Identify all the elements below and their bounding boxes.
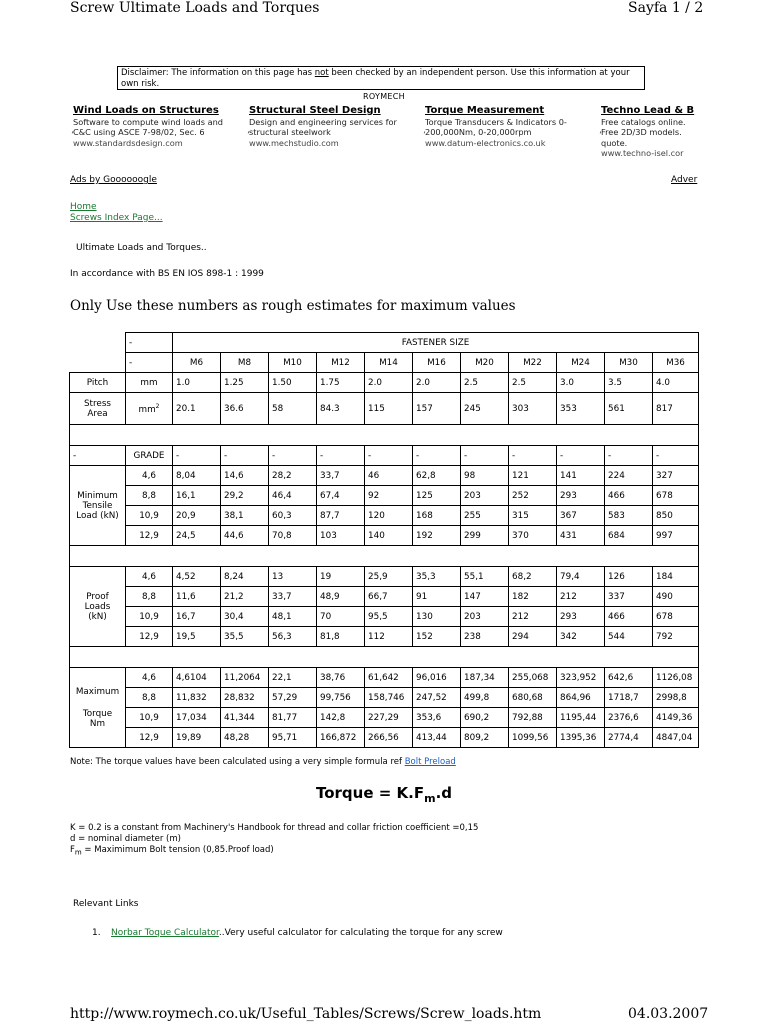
table-cell: 1.50 [269, 373, 317, 393]
table-cell: 192 [413, 526, 461, 546]
table-cell: 684 [605, 526, 653, 546]
table-row [70, 647, 699, 668]
table-cell: - [605, 446, 653, 466]
definition-k: K = 0.2 is a constant from Machinery's Handbook for thread and collar friction coefficient =0,15 [70, 823, 479, 833]
table-cell: 103 [317, 526, 365, 546]
ad-structural-steel[interactable] [249, 106, 419, 148]
table-cell: 140 [365, 526, 413, 546]
row-header [70, 668, 126, 748]
table-cell: 19,5 [173, 627, 221, 647]
table-cell: 327 [653, 466, 699, 486]
table-cell: 1126,08 [653, 668, 699, 688]
table-cell: 13 [269, 567, 317, 587]
table-cell: - [269, 446, 317, 466]
table-cell: 544 [605, 627, 653, 647]
table-cell: 809,2 [461, 728, 509, 748]
grade-cell: 10,9 [126, 708, 173, 728]
ad-url[interactable]: www.mechstudio.com [249, 137, 339, 148]
table-cell: 792,88 [509, 708, 557, 728]
table-cell: 84.3 [317, 393, 365, 425]
table-cell: 99,756 [317, 688, 365, 708]
table-cell: 147 [461, 587, 509, 607]
advertise-link[interactable]: Adver [671, 175, 698, 185]
table-cell: 850 [653, 506, 699, 526]
table-cell: 323,952 [557, 668, 605, 688]
list-item [111, 928, 503, 938]
table-cell: 21,2 [221, 587, 269, 607]
table-cell: 30,4 [221, 607, 269, 627]
relevant-links-heading: Relevant Links [73, 899, 139, 909]
tensile-label: Minimum Tensile Load (kN) [76, 490, 119, 521]
table-cell: 61,642 [365, 668, 413, 688]
ad-title[interactable]: Torque Measurement [425, 105, 545, 116]
print-header-page: Sayfa 1 / 2 [628, 0, 704, 16]
grade-cell: 4,6 [126, 668, 173, 688]
table-cell: 11,832 [173, 688, 221, 708]
grade-cell: 4,6 [126, 567, 173, 587]
table-cell: 1.0 [173, 373, 221, 393]
ad-arrow-icon: ’ [599, 131, 602, 141]
table-cell: 17,034 [173, 708, 221, 728]
ad-description: Torque Transducers & Indicators 0-200,000Nm, 0-20,000rpm [425, 116, 567, 137]
table-cell: 19 [317, 567, 365, 587]
table-cell: 35,3 [413, 567, 461, 587]
torque-label-1: Maximum [75, 686, 120, 697]
table-cell: 81,77 [269, 708, 317, 728]
table-cell: 2.5 [509, 373, 557, 393]
table-cell: 212 [557, 587, 605, 607]
table-cell: 184 [653, 567, 699, 587]
table-cell: 58 [269, 393, 317, 425]
row-header: Pitch [70, 373, 126, 393]
table-cell: 168 [413, 506, 461, 526]
table-cell: 3.0 [557, 373, 605, 393]
note-text: Note: The torque values have been calculated using a very simple formula ref [70, 757, 405, 767]
table-cell: 22,1 [269, 668, 317, 688]
table-cell: 997 [653, 526, 699, 546]
table-cell: 130 [413, 607, 461, 627]
table-cell: - [173, 446, 221, 466]
table-cell: 92 [365, 486, 413, 506]
formula-subscript: m [424, 792, 436, 805]
torque-label-3: Nm [89, 718, 106, 729]
table-cell: 2.0 [365, 373, 413, 393]
table-cell: 490 [653, 587, 699, 607]
ad-arrow-icon: ’ [71, 131, 74, 141]
table-cell: 14,6 [221, 466, 269, 486]
table-cell: 353 [557, 393, 605, 425]
table-cell: 152 [413, 627, 461, 647]
table-cell: 303 [509, 393, 557, 425]
table-cell: 1.75 [317, 373, 365, 393]
disclaimer-text-2: been checked by an independent person. Use this information at your own risk. [121, 68, 630, 89]
table-body [70, 333, 699, 748]
table-cell: 224 [605, 466, 653, 486]
size-header-cell: M24 [557, 353, 605, 373]
size-header-cell: M20 [461, 353, 509, 373]
table-cell: 38,1 [221, 506, 269, 526]
table-row [70, 607, 699, 627]
size-header-cell: M12 [317, 353, 365, 373]
ad-wind-loads[interactable] [73, 106, 243, 148]
print-header-title: Screw Ultimate Loads and Torques [70, 0, 320, 16]
table-cell: 120 [365, 506, 413, 526]
table-cell: 187,34 [461, 668, 509, 688]
table-cell: 38,76 [317, 668, 365, 688]
table-row [70, 506, 699, 526]
size-header-cell: M10 [269, 353, 317, 373]
bolt-preload-link[interactable]: Bolt Preload [404, 757, 456, 767]
table-cell: 115 [365, 393, 413, 425]
table-cell: 28,2 [269, 466, 317, 486]
table-cell: 792 [653, 627, 699, 647]
table-cell: 4149,36 [653, 708, 699, 728]
table-cell: 48,1 [269, 607, 317, 627]
table-cell: 255,068 [509, 668, 557, 688]
fastener-table [69, 332, 699, 748]
table-cell: 19,89 [173, 728, 221, 748]
table-cell: 95,71 [269, 728, 317, 748]
table-cell: 817 [653, 393, 699, 425]
torque-formula [0, 784, 768, 805]
table-cell: 247,52 [413, 688, 461, 708]
table-cell: 4.0 [653, 373, 699, 393]
table-cell: 67,4 [317, 486, 365, 506]
table-cell: 1099,56 [509, 728, 557, 748]
definition-d: d = nominal diameter (m) [70, 834, 181, 844]
grade-cell: 10,9 [126, 607, 173, 627]
screws-index-link[interactable]: Screws Index Page... [70, 213, 163, 223]
spacer-cell [70, 546, 699, 567]
fastener-size-header: FASTENER SIZE [173, 333, 699, 353]
table-cell: 70 [317, 607, 365, 627]
table-cell: 342 [557, 627, 605, 647]
formula-definitions [70, 823, 478, 859]
table-cell: 25,9 [365, 567, 413, 587]
row-header [70, 393, 126, 425]
size-header-cell: M8 [221, 353, 269, 373]
table-cell: 299 [461, 526, 509, 546]
table-cell: 33,7 [317, 466, 365, 486]
table-cell: 413,44 [413, 728, 461, 748]
table-cell: 203 [461, 607, 509, 627]
table-cell: 2.0 [413, 373, 461, 393]
grade-cell: 12,9 [126, 627, 173, 647]
table-cell: 1718,7 [605, 688, 653, 708]
table-cell: 66,7 [365, 587, 413, 607]
formula-part-2: .d [435, 784, 453, 802]
table-cell: 46 [365, 466, 413, 486]
table-cell: 11,2064 [221, 668, 269, 688]
table-cell: 20,9 [173, 506, 221, 526]
ad-arrow-icon: ’ [423, 131, 426, 141]
table-row [70, 546, 699, 567]
row-header [70, 466, 126, 546]
table-cell: 466 [605, 607, 653, 627]
table-row [70, 333, 699, 353]
table-cell: - [365, 446, 413, 466]
table-cell: 8,04 [173, 466, 221, 486]
table-cell: 499,8 [461, 688, 509, 708]
table-row [70, 486, 699, 506]
table-cell: 158,746 [365, 688, 413, 708]
table-cell: 55,1 [461, 567, 509, 587]
table-cell: 98 [461, 466, 509, 486]
table-cell: 142,8 [317, 708, 365, 728]
disclaimer-box [117, 66, 645, 90]
table-cell: 252 [509, 486, 557, 506]
table-cell: 36.6 [221, 393, 269, 425]
table-row [70, 373, 699, 393]
table-cell: 2376,6 [605, 708, 653, 728]
spacer-cell [70, 425, 699, 446]
table-row [70, 425, 699, 446]
table-cell: 367 [557, 506, 605, 526]
grade-cell: 4,6 [126, 466, 173, 486]
table-cell: 126 [605, 567, 653, 587]
dash-cell: - [126, 333, 173, 353]
page-subtitle: Ultimate Loads and Torques.. [76, 243, 207, 253]
table-cell: - [557, 446, 605, 466]
table-cell: 24,5 [173, 526, 221, 546]
unit-cell: $mm^2$ [126, 393, 173, 425]
ad-techno-lead[interactable] [601, 106, 698, 159]
table-cell: 2774,4 [605, 728, 653, 748]
print-footer-date: 04.03.2007 [628, 1006, 709, 1022]
table-cell: 2.5 [461, 373, 509, 393]
table-cell: 690,2 [461, 708, 509, 728]
grade-cell: 8,8 [126, 688, 173, 708]
table-cell: 353,6 [413, 708, 461, 728]
table-cell: 48,9 [317, 587, 365, 607]
list-item-text: ..Very useful calculator for calculating the torque for any screw [218, 928, 503, 938]
table-row [70, 526, 699, 546]
table-cell: 4,6104 [173, 668, 221, 688]
unit-cell: mm [126, 373, 173, 393]
table-cell: 125 [413, 486, 461, 506]
table-cell: 3.5 [605, 373, 653, 393]
table-cell: - [461, 446, 509, 466]
table-cell: 96,016 [413, 668, 461, 688]
ad-description: Design and engineering services for structural steelwork [249, 116, 397, 137]
table-cell: 212 [509, 607, 557, 627]
torque-note [70, 757, 456, 767]
table-cell: 466 [605, 486, 653, 506]
table-row [70, 567, 699, 587]
table-cell: 203 [461, 486, 509, 506]
table-cell: 141 [557, 466, 605, 486]
table-cell: 16,7 [173, 607, 221, 627]
table-row [70, 728, 699, 748]
spacer-cell [70, 647, 699, 668]
table-cell: 864,96 [557, 688, 605, 708]
table-cell: 62,8 [413, 466, 461, 486]
table-cell: 48,28 [221, 728, 269, 748]
table-cell: 1195,44 [557, 708, 605, 728]
ad-title[interactable]: Techno Lead & B [601, 106, 695, 116]
grade-header: GRADE [126, 446, 173, 466]
table-cell: 56,3 [269, 627, 317, 647]
table-row [70, 446, 699, 466]
table-cell: 370 [509, 526, 557, 546]
table-cell: 29,2 [221, 486, 269, 506]
table-cell: 561 [605, 393, 653, 425]
size-header-cell: M14 [365, 353, 413, 373]
ads-by-google-link[interactable]: Ads by Goooooogle [70, 175, 157, 185]
table-row [70, 688, 699, 708]
ad-description: Software to compute wind loads and C&C using ASCE 7-98/02, Sec. 6 [73, 116, 223, 137]
table-cell: 70,8 [269, 526, 317, 546]
table-row [70, 627, 699, 647]
table-row [70, 393, 699, 425]
table-row [70, 353, 699, 373]
torque-label-2: Torque [82, 708, 113, 719]
definition-f: $F_m$ = Maximimum Bolt tension (0,85.Proof load) [70, 845, 274, 857]
table-cell: 35,5 [221, 627, 269, 647]
row-header [70, 567, 126, 647]
table-cell: 182 [509, 587, 557, 607]
proof-label: Proof Loads (kN) [84, 591, 111, 622]
size-header-cell: M36 [653, 353, 699, 373]
table-cell: 60,3 [269, 506, 317, 526]
table-cell: - [221, 446, 269, 466]
grade-cell: 10,9 [126, 506, 173, 526]
norbar-calculator-link[interactable]: Norbar Toque Calculator [111, 928, 219, 938]
grade-cell: 8,8 [126, 587, 173, 607]
table-cell: 678 [653, 607, 699, 627]
disclaimer-not: not [314, 68, 329, 78]
page-heading: Only Use these numbers as rough estimates for maximum values [70, 298, 516, 314]
table-cell: - [413, 446, 461, 466]
table-cell: - [317, 446, 365, 466]
table-cell: 33,7 [269, 587, 317, 607]
table-cell: 28,832 [221, 688, 269, 708]
table-cell: 20.1 [173, 393, 221, 425]
ad-arrow-icon: ’ [247, 131, 250, 141]
table-cell: 642,6 [605, 668, 653, 688]
dash-cell: - [126, 353, 173, 373]
size-header-cell: M22 [509, 353, 557, 373]
table-cell: 266,56 [365, 728, 413, 748]
size-header-cell: M6 [173, 353, 221, 373]
ad-torque-measurement[interactable] [425, 106, 595, 148]
disclaimer-text-1: Disclaimer: The information on this page has [121, 68, 315, 78]
table-cell: - [653, 446, 699, 466]
site-name: ROYMECH [363, 92, 405, 101]
list-item-number: 1. [92, 928, 101, 938]
table-cell: 81,8 [317, 627, 365, 647]
table-cell: 11,6 [173, 587, 221, 607]
grade-cell: 8,8 [126, 486, 173, 506]
table-cell: 431 [557, 526, 605, 546]
table-cell: 680,68 [509, 688, 557, 708]
table-cell: 2998,8 [653, 688, 699, 708]
table-cell: 8,24 [221, 567, 269, 587]
table-cell: 46,4 [269, 486, 317, 506]
grade-cell: 12,9 [126, 526, 173, 546]
dash-cell: - [70, 446, 126, 466]
table-row [70, 708, 699, 728]
table-cell: 4,52 [173, 567, 221, 587]
table-cell: 245 [461, 393, 509, 425]
print-footer-url: http://www.roymech.co.uk/Useful_Tables/Screws/Screw_loads.htm [70, 1006, 542, 1022]
table-cell: 16,1 [173, 486, 221, 506]
ad-title[interactable]: Structural Steel Design [249, 105, 381, 116]
table-row [70, 587, 699, 607]
table-cell: 238 [461, 627, 509, 647]
table-cell: 337 [605, 587, 653, 607]
table-cell: 44,6 [221, 526, 269, 546]
table-cell: 583 [605, 506, 653, 526]
table-cell: 293 [557, 486, 605, 506]
table-cell: 315 [509, 506, 557, 526]
size-header-cell: M30 [605, 353, 653, 373]
ad-url[interactable]: www.datum-electronics.co.uk [425, 137, 546, 148]
table-cell: 293 [557, 607, 605, 627]
formula-part-1: Torque = K.F [315, 784, 425, 802]
table-cell: 227,29 [365, 708, 413, 728]
table-cell: 112 [365, 627, 413, 647]
table-cell: 95,5 [365, 607, 413, 627]
size-header-cell: M16 [413, 353, 461, 373]
table-cell: 678 [653, 486, 699, 506]
table-cell: 1395,36 [557, 728, 605, 748]
table-cell: 157 [413, 393, 461, 425]
table-cell: 41,344 [221, 708, 269, 728]
table-cell: 4847,04 [653, 728, 699, 748]
table-cell: 68,2 [509, 567, 557, 587]
table-cell: 255 [461, 506, 509, 526]
ad-url[interactable]: www.techno-isel.cor [601, 148, 684, 158]
stress-area-label: Stress Area [83, 398, 112, 419]
home-link[interactable]: Home [70, 202, 97, 212]
table-cell: 1.25 [221, 373, 269, 393]
table-cell: 294 [509, 627, 557, 647]
table-cell: 166,872 [317, 728, 365, 748]
table-row [70, 466, 699, 486]
ad-title[interactable]: Wind Loads on Structures [73, 105, 219, 116]
table-cell: 121 [509, 466, 557, 486]
ad-url[interactable]: www.standardsdesign.com [73, 137, 183, 148]
standard-reference: In accordance with BS EN IOS 898-1 : 1999 [70, 269, 264, 279]
table-row [70, 668, 699, 688]
grade-cell: 12,9 [126, 728, 173, 748]
table-cell: 91 [413, 587, 461, 607]
ad-description: Free catalogs online. Free 2D/3D models. quote. [601, 116, 686, 148]
table-cell: 87,7 [317, 506, 365, 526]
table-cell: 57,29 [269, 688, 317, 708]
table-cell: - [509, 446, 557, 466]
table-cell: 79,4 [557, 567, 605, 587]
